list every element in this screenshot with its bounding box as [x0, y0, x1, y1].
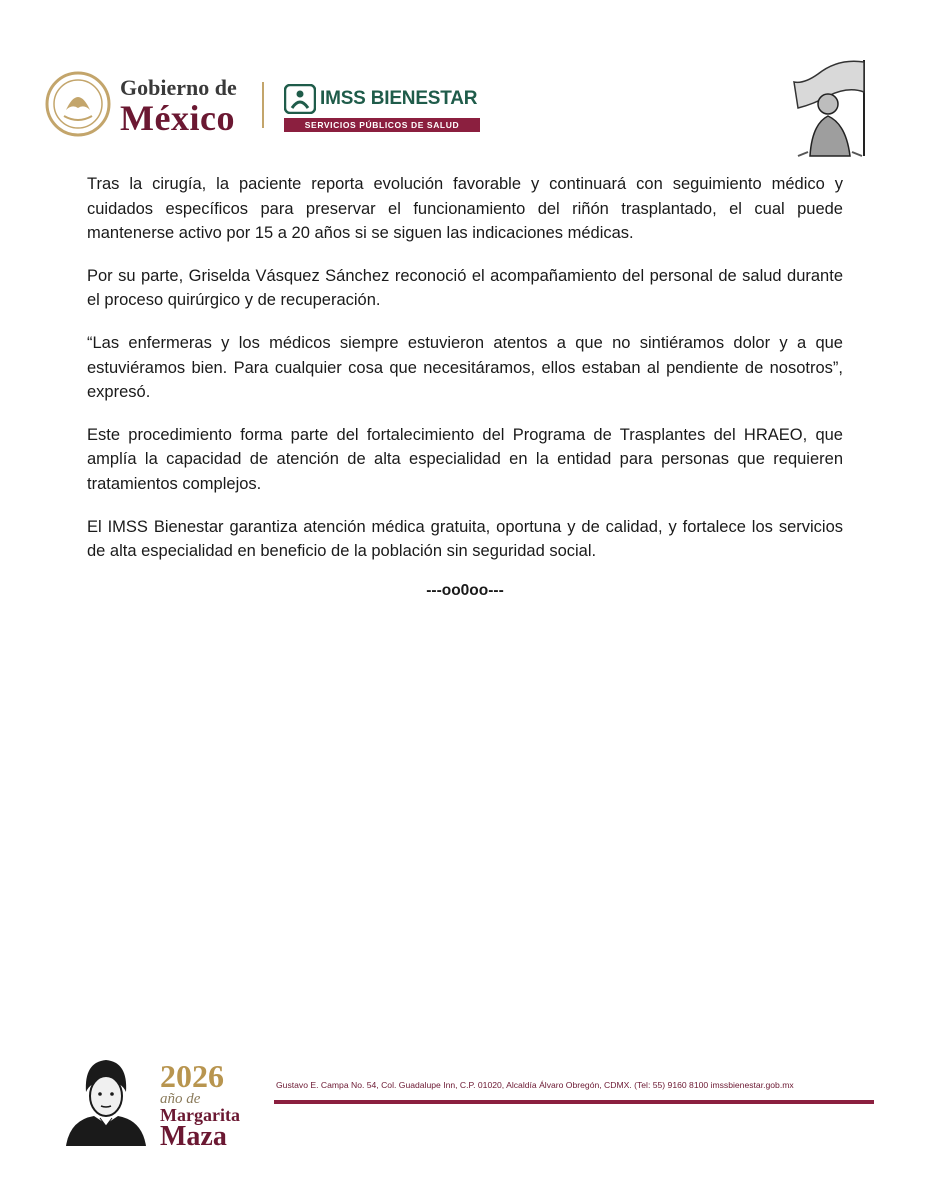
ano-de: año de — [160, 1091, 201, 1107]
footer-rule — [274, 1100, 874, 1104]
press-release-body — [87, 172, 843, 600]
margarita-maza-portrait-icon — [60, 1052, 152, 1146]
gobierno-de-mexico-logo — [120, 76, 237, 136]
paragraph-1: Tras la cirugía, la paciente reporta evolución favorable y continuará con seguimiento médico y cuidados específicos para preservar el funcionamiento del riñón trasplantado, el cual puede mantenerse activo por 15 a 20 años si se siguen las indicaciones médicas. — [87, 175, 843, 243]
imss-bienestar-emblem-icon — [284, 84, 316, 114]
gob-line2: México — [120, 98, 235, 138]
imss-subtitle: SERVICIOS PÚBLICOS DE SALUD — [284, 118, 480, 132]
footer-address: Gustavo E. Campa No. 54, Col. Guadalupe Inn, C.P. 01020, Alcaldía Álvaro Obregón, CDMX. (Tel: 55) 9160 8100 imssbienestar.gob.mx — [276, 1080, 794, 1090]
woman-with-flag-illustration-icon — [768, 52, 878, 160]
name-first: Margarita — [160, 1105, 240, 1125]
closing-mark: ---oo0oo--- — [426, 581, 504, 599]
letterhead-footer — [60, 1050, 880, 1150]
national-seal-icon — [44, 70, 112, 138]
letterhead — [44, 66, 884, 166]
imss-bienestar-logo — [320, 88, 477, 110]
paragraph-2: Por su parte, Griselda Vásquez Sánchez reconoció el acompañamiento del personal de salud durante el proceso quirúrgico y de recuperación. — [87, 266, 843, 310]
gob-line1: Gobierno de — [120, 75, 237, 100]
paragraph-3: “Las enfermeras y los médicos siempre estuvieron atentos a que no sintiéramos dolor y a que estuviéramos bien. Para cualquier cosa que necesitáramos, ellos estaban al pendiente de nosotros”, expresó. — [87, 333, 843, 402]
paragraph-5: El IMSS Bienestar garantiza atención médica gratuita, oportuna y de calidad, y fortalece los servicios de alta especialidad en beneficio de la población sin seguridad social. — [87, 517, 843, 561]
logo-divider — [262, 82, 264, 128]
year-title — [160, 1060, 240, 1150]
name-last: Maza — [160, 1121, 227, 1152]
year: 2026 — [160, 1058, 224, 1094]
paragraph-4: Este procedimiento forma parte del fortalecimiento del Programa de Trasplantes del HRAEO, que amplía la capacidad de atención de alta especialidad en la entidad para personas que requieren tratamientos complejos. — [87, 425, 843, 493]
imss-name: IMSS BIENESTAR — [320, 88, 478, 109]
